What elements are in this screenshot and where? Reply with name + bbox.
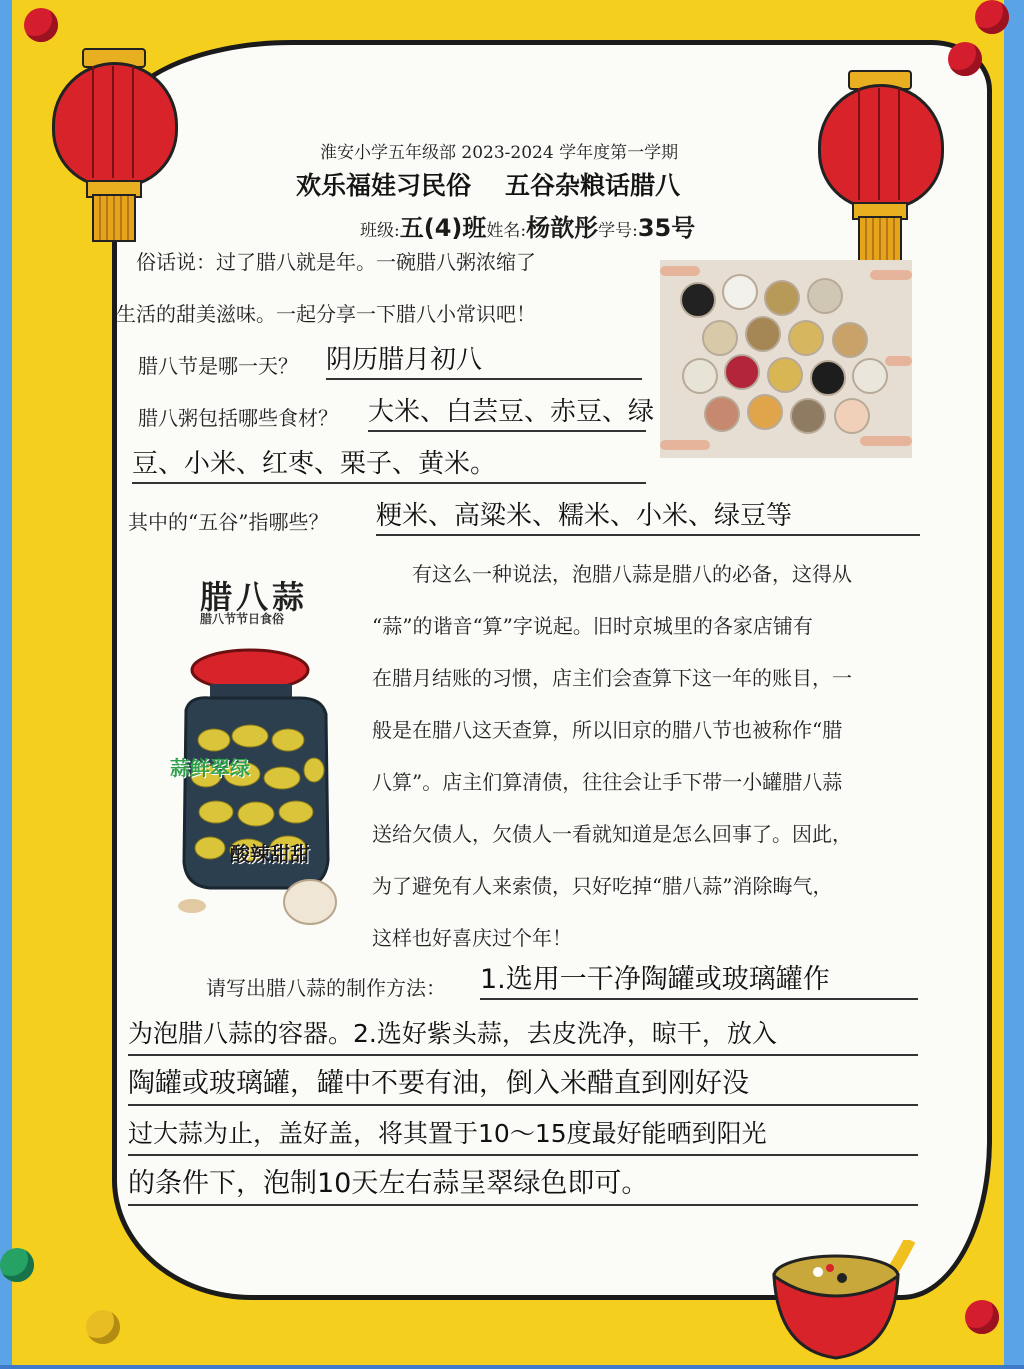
story-line: 般是在腊八这天查算，所以旧京的腊八节也被称作“腊	[372, 718, 843, 742]
garlic-subtitle: 腊八节节日食俗	[200, 612, 285, 626]
intro-line-2: 生活的甜美滋味。一起分享一下腊八小常识吧！	[116, 302, 536, 326]
pushpin-icon	[0, 1248, 34, 1282]
method-line-5: 的条件下，泡制10天左右蒜呈翠绿色即可。	[128, 1164, 918, 1206]
question-porridge-ingredients: 腊八粥包括哪些食材？	[138, 406, 338, 430]
story-line: 在腊月结账的习惯，店主们会查算下这一年的账目，一	[372, 666, 852, 690]
story-line: 送给欠债人，欠债人一看就知道是怎么回事了。因此，	[372, 822, 852, 846]
answer-ingredients-line-1: 大米、白芸豆、赤豆、绿	[368, 394, 646, 432]
jar-label-sour-spicy: 酸辣甜甜	[230, 842, 310, 866]
name-label: 姓名:	[486, 221, 527, 241]
pushpin-icon	[24, 8, 58, 42]
method-line-4: 过大蒜为止，盖好盖，将其置于10～15度最好能晒到阳光	[128, 1114, 918, 1156]
method-line-2: 为泡腊八蒜的容器。2.选好紫头蒜，去皮洗净，晾干，放入	[128, 1014, 918, 1056]
method-line-1: 1.选用一干净陶罐或玻璃罐作	[480, 962, 918, 1000]
pushpin-icon	[975, 0, 1009, 34]
story-line: 八算”。店主们算清债，往往会让手下带一小罐腊八蒜	[372, 770, 843, 794]
story-line: 有这么一种说法，泡腊八蒜是腊八的必备，这得从	[412, 562, 852, 586]
student-info	[360, 208, 695, 243]
class-value: 五(4)班	[399, 214, 487, 242]
class-label: 班级:	[360, 221, 400, 241]
page-title	[296, 166, 680, 202]
garlic-jar-icon	[170, 640, 360, 930]
school-line: 淮安小学五年级部 2023-2024 学年度第一学期	[320, 143, 679, 163]
laba-grains-photo	[660, 260, 912, 458]
answer-five-grains: 粳米、高粱米、糯米、小米、绿豆等	[376, 498, 920, 536]
pushpin-icon	[948, 42, 982, 76]
story-line: 这样也好喜庆过个年！	[372, 926, 572, 950]
title-right: 五谷杂粮话腊八	[505, 171, 681, 200]
pushpin-icon	[86, 1310, 120, 1344]
number-value: 35号	[637, 214, 696, 242]
question-five-grains: 其中的“五谷”指哪些？	[128, 510, 329, 534]
story-line: “蒜”的谐音“算”字说起。旧时京城里的各家店铺有	[372, 614, 813, 638]
method-line-3: 陶罐或玻璃罐，罐中不要有油，倒入米醋直到刚好没	[128, 1064, 918, 1106]
number-label: 学号:	[598, 221, 638, 241]
title-left: 欢乐福娃习民俗	[296, 171, 472, 200]
story-paragraph	[372, 548, 920, 964]
porridge-bowl-icon	[770, 1240, 920, 1365]
intro-line-1: 俗话说：过了腊八就是年。一碗腊八粥浓缩了	[136, 250, 536, 274]
grain-bowls-image	[660, 260, 912, 458]
question-laba-date: 腊八节是哪一天？	[138, 354, 298, 378]
garlic-title: 腊八蒜	[200, 578, 309, 616]
answer-laba-date: 阴历腊月初八	[326, 342, 642, 380]
name-value: 杨歆彤	[526, 214, 599, 242]
pushpin-icon	[965, 1300, 999, 1334]
garlic-jar-illustration	[170, 640, 360, 930]
lantern-left-icon	[52, 48, 182, 238]
answer-ingredients-line-2: 豆、小米、红枣、栗子、黄米。	[132, 446, 646, 484]
lantern-right-icon	[818, 70, 948, 260]
jar-label-fresh: 蒜鲜翠绿	[170, 756, 250, 780]
method-question: 请写出腊八蒜的制作方法：	[206, 976, 446, 1000]
story-line: 为了避免有人来索债，只好吃掉“腊八蒜”消除晦气，	[372, 874, 833, 898]
